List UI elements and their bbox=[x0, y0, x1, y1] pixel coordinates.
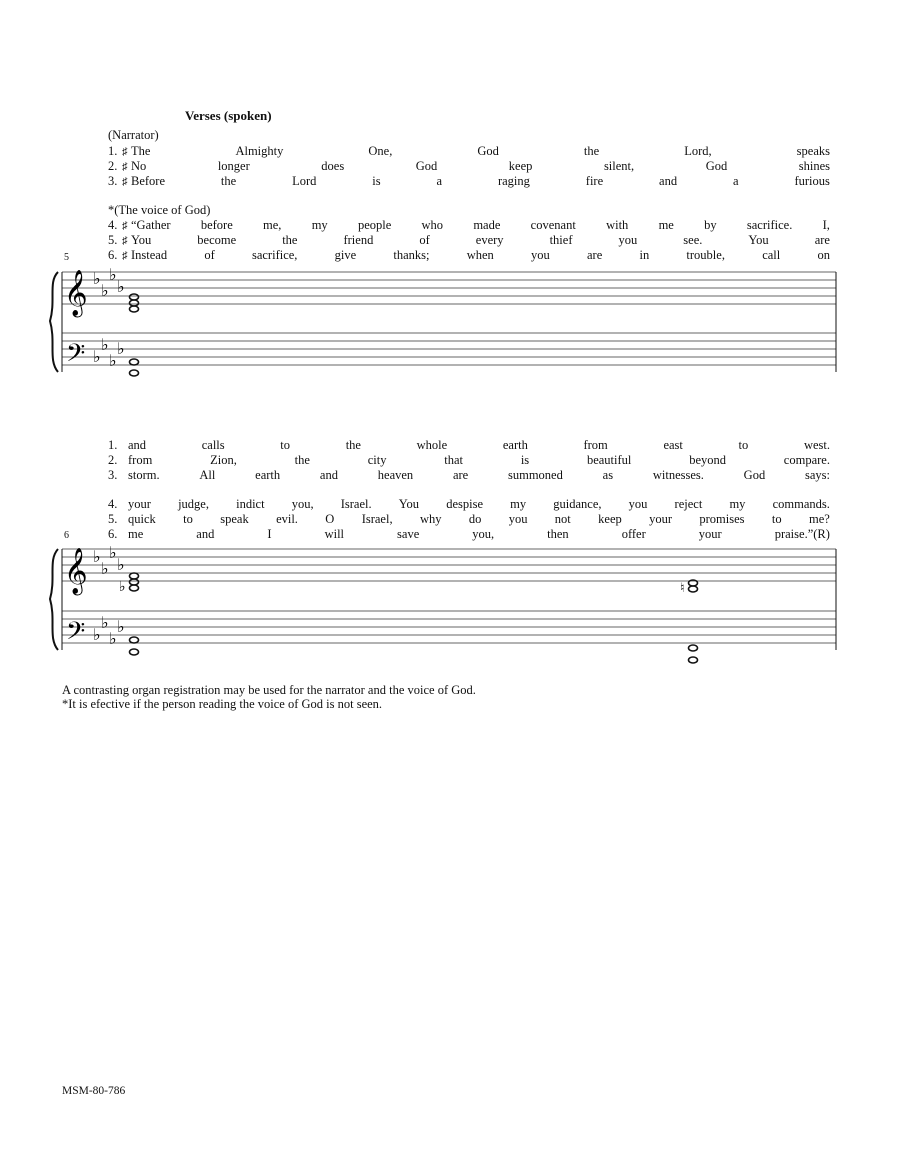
verse-word: sacrifice. bbox=[746, 218, 793, 232]
verse-word: a bbox=[733, 174, 739, 188]
verse-number: 6. bbox=[108, 527, 118, 541]
svg-text:♭: ♭ bbox=[109, 265, 117, 284]
verse-word: you bbox=[508, 512, 528, 526]
verse-word: every bbox=[475, 233, 504, 247]
verse-word: God bbox=[415, 159, 438, 173]
verse-word: you bbox=[628, 497, 648, 511]
verse-word: and bbox=[319, 468, 338, 482]
verse-word: “Gather bbox=[131, 218, 171, 232]
treble-key-signature bbox=[93, 265, 125, 300]
verse-word: summoned bbox=[508, 468, 563, 482]
verse-word: commands. bbox=[772, 497, 830, 511]
verse-word: raging bbox=[497, 174, 530, 188]
verse-word: as bbox=[602, 468, 614, 482]
brace-icon bbox=[50, 549, 58, 650]
verse-word: your bbox=[128, 497, 151, 511]
verse-word: beyond bbox=[689, 453, 726, 467]
sharp-mark-icon: ♯ bbox=[122, 235, 128, 247]
verse-word: of bbox=[419, 233, 430, 247]
verse-word: call bbox=[762, 248, 781, 262]
verse-word: keep bbox=[598, 512, 622, 526]
verse-word: to bbox=[771, 512, 782, 526]
verse-word: made bbox=[473, 218, 501, 232]
verse-number: 2. bbox=[108, 453, 118, 467]
verse-word: longer bbox=[217, 159, 250, 173]
verse-word: storm. bbox=[128, 468, 160, 482]
verse-word: you bbox=[618, 233, 638, 247]
verse-word: the bbox=[345, 438, 361, 452]
verse-number: 5. bbox=[108, 233, 118, 247]
treble-chord bbox=[130, 573, 139, 591]
verse-word: me bbox=[658, 218, 674, 232]
sharp-mark-icon: ♯ bbox=[122, 250, 128, 262]
verse-word: by bbox=[704, 218, 717, 232]
verse-number: 5. bbox=[108, 512, 118, 526]
verse-number: 4. bbox=[108, 497, 118, 511]
svg-text:♭: ♭ bbox=[93, 269, 101, 288]
verse-word: is bbox=[372, 174, 381, 188]
verse-word: you, bbox=[291, 497, 314, 511]
svg-text:♭: ♭ bbox=[117, 277, 125, 296]
verse-word: says: bbox=[804, 468, 830, 482]
verse-word: and bbox=[196, 527, 215, 541]
verse-word: Lord, bbox=[684, 144, 712, 158]
verse-number: 6. bbox=[108, 248, 118, 262]
verse-word: earth bbox=[255, 468, 281, 482]
verse-word: is bbox=[520, 453, 530, 467]
sharp-mark-icon: ♯ bbox=[122, 161, 128, 173]
verse-word: You bbox=[131, 233, 152, 247]
verse-word: God bbox=[743, 468, 766, 482]
treble-clef-icon: 𝄞 bbox=[64, 548, 88, 594]
verse-word: the bbox=[282, 233, 298, 247]
verse-number: 4. bbox=[108, 218, 118, 232]
verse-word: compare. bbox=[783, 453, 830, 467]
verse-word: and bbox=[659, 174, 678, 188]
verse-word: covenant bbox=[530, 218, 576, 232]
bass-chord bbox=[130, 637, 139, 655]
verse-word: does bbox=[321, 159, 345, 173]
verse-number: 3. bbox=[108, 174, 118, 188]
verse-word: beautiful bbox=[586, 453, 632, 467]
verse-word: you bbox=[531, 248, 550, 262]
verse-word: from bbox=[128, 453, 153, 467]
verse-word: witnesses. bbox=[652, 468, 704, 482]
verse-word: speak bbox=[220, 512, 249, 526]
verse-word: Lord bbox=[292, 174, 317, 188]
narrator-label: (Narrator) bbox=[108, 128, 159, 142]
svg-text:♭: ♭ bbox=[109, 351, 117, 370]
svg-text:♭: ♭ bbox=[117, 555, 125, 574]
verse-word: do bbox=[468, 512, 482, 526]
treble-chord-2 bbox=[689, 580, 698, 592]
verse-word: I, bbox=[822, 218, 830, 232]
verse-word: in bbox=[639, 248, 650, 262]
measure-number-5: 5 bbox=[64, 252, 69, 263]
verse-word: me, bbox=[263, 218, 282, 232]
natural-accidental: ♮ bbox=[680, 581, 685, 596]
verse-word: to bbox=[183, 512, 193, 526]
verse-word: God bbox=[477, 144, 499, 158]
verse-word: earth bbox=[502, 438, 528, 452]
verse-word: save bbox=[397, 527, 420, 541]
verse-number: 1. bbox=[108, 438, 118, 452]
verse-word: with bbox=[606, 218, 629, 232]
verse-word: a bbox=[436, 174, 443, 188]
verse-word: whole bbox=[416, 438, 448, 452]
verse-word: your bbox=[698, 527, 722, 541]
svg-text:♭: ♭ bbox=[117, 617, 125, 636]
verse-word: God bbox=[705, 159, 728, 173]
verse-word: then bbox=[547, 527, 569, 541]
verse-word: Almighty bbox=[235, 144, 284, 158]
verse-word: me? bbox=[808, 512, 830, 526]
flat-accidental: ♭ bbox=[119, 579, 126, 595]
verse-word: thanks; bbox=[393, 248, 430, 262]
treble-clef-icon: 𝄞 bbox=[64, 270, 88, 316]
verse-word: my bbox=[311, 218, 328, 232]
verse-number: 2. bbox=[108, 159, 118, 173]
verse-word: west. bbox=[803, 438, 830, 452]
verse-word: will bbox=[324, 527, 345, 541]
verse-word: promises bbox=[699, 512, 745, 526]
verse-word: before bbox=[200, 218, 233, 232]
verse-word: sacrifice, bbox=[251, 248, 298, 262]
svg-text:♭: ♭ bbox=[93, 625, 101, 644]
verse-word: who bbox=[421, 218, 444, 232]
verse-word: become bbox=[197, 233, 237, 247]
verse-word: my bbox=[510, 497, 527, 511]
verse-word: One, bbox=[368, 144, 393, 158]
verse-word: trouble, bbox=[686, 248, 725, 262]
verse-word: are bbox=[586, 248, 603, 262]
verse-word: fire bbox=[585, 174, 604, 188]
verse-word: are bbox=[452, 468, 469, 482]
bass-chord-2 bbox=[689, 645, 698, 663]
treble-chord bbox=[130, 294, 139, 312]
verse-word: heaven bbox=[377, 468, 414, 482]
verse-word: evil. bbox=[276, 512, 298, 526]
catalog-number: MSM-80-786 bbox=[62, 1085, 126, 1097]
verse-word: city bbox=[367, 453, 387, 467]
verse-word: to bbox=[738, 438, 749, 452]
verse-word: to bbox=[280, 438, 291, 452]
verse-word: guidance, bbox=[553, 497, 602, 511]
verse-word: Israel, bbox=[361, 512, 393, 526]
sharp-mark-icon: ♯ bbox=[122, 220, 128, 232]
verse-word: Zion, bbox=[210, 453, 237, 467]
verse-word: people bbox=[357, 218, 392, 232]
svg-text:♭: ♭ bbox=[101, 281, 109, 300]
verse-word: reject bbox=[674, 497, 703, 511]
section-heading: Verses (spoken) bbox=[185, 108, 272, 123]
verse-word: furious bbox=[794, 174, 830, 188]
measure-number-6: 6 bbox=[64, 530, 69, 541]
footnote-2: *It is efective if the person reading the voice of God is not seen. bbox=[62, 697, 383, 711]
bass-chord bbox=[130, 359, 139, 376]
brace-icon bbox=[50, 272, 58, 372]
verse-word: shines bbox=[798, 159, 830, 173]
verse-word: friend bbox=[343, 233, 374, 247]
verse-word: the bbox=[220, 174, 237, 188]
verse-word: O bbox=[325, 512, 335, 526]
verse-word: are bbox=[814, 233, 830, 247]
god-label: *(The voice of God) bbox=[108, 203, 211, 217]
verse-word: the bbox=[583, 144, 600, 158]
verse-word: your bbox=[649, 512, 673, 526]
verse-word: my bbox=[729, 497, 746, 511]
verse-word: the bbox=[294, 453, 310, 467]
verse-word: judge, bbox=[178, 497, 209, 511]
verse-word: when bbox=[466, 248, 494, 262]
verse-word: thief bbox=[549, 233, 573, 247]
verse-word: praise.”(R) bbox=[774, 527, 830, 541]
bass-clef-icon: 𝄢 bbox=[66, 617, 86, 652]
verse-word: offer bbox=[621, 527, 646, 541]
sharp-mark-icon: ♯ bbox=[122, 146, 128, 158]
verse-word: why bbox=[419, 512, 442, 526]
verse-word: quick bbox=[128, 512, 156, 526]
verse-word: indict bbox=[236, 497, 265, 511]
svg-text:♭: ♭ bbox=[117, 339, 125, 358]
svg-text:♭: ♭ bbox=[93, 547, 101, 566]
verse-number: 3. bbox=[108, 468, 118, 482]
sharp-mark-icon: ♯ bbox=[122, 176, 128, 188]
verse-word: No bbox=[131, 159, 147, 173]
svg-text:♭: ♭ bbox=[101, 335, 109, 354]
svg-text:♭: ♭ bbox=[101, 613, 109, 632]
verse-word: Instead bbox=[131, 248, 168, 262]
footnote-1: A contrasting organ registration may be used for the narrator and the voice of God. bbox=[62, 683, 476, 697]
svg-text:♭: ♭ bbox=[109, 543, 117, 562]
verse-number: 1. bbox=[108, 144, 118, 158]
verse-word: east bbox=[663, 438, 683, 452]
verse-word: calls bbox=[201, 438, 225, 452]
verse-word: You bbox=[748, 233, 769, 247]
verse-word: I bbox=[267, 527, 272, 541]
verse-word: give bbox=[334, 248, 357, 262]
verse-word: speaks bbox=[796, 144, 830, 158]
verse-word: and bbox=[128, 438, 147, 452]
verse-word: keep bbox=[508, 159, 533, 173]
verse-word: Israel. bbox=[340, 497, 372, 511]
svg-text:♭: ♭ bbox=[101, 559, 109, 578]
verse-word: you, bbox=[472, 527, 495, 541]
verse-word: me bbox=[128, 527, 144, 541]
verse-word: despise bbox=[446, 497, 483, 511]
verse-word: You bbox=[398, 497, 420, 511]
verse-word: All bbox=[199, 468, 216, 482]
verse-word: silent, bbox=[603, 159, 635, 173]
bass-clef-icon: 𝄢 bbox=[66, 339, 86, 374]
verse-word: from bbox=[583, 438, 608, 452]
svg-text:♭: ♭ bbox=[93, 347, 101, 366]
verse-word: of bbox=[204, 248, 215, 262]
svg-text:♭: ♭ bbox=[109, 629, 117, 648]
verse-word: on bbox=[817, 248, 830, 262]
verse-word: see. bbox=[683, 233, 703, 247]
verse-word: that bbox=[444, 453, 464, 467]
verse-word: The bbox=[131, 144, 151, 158]
verse-word: Before bbox=[131, 174, 166, 188]
verse-word: not bbox=[554, 512, 571, 526]
